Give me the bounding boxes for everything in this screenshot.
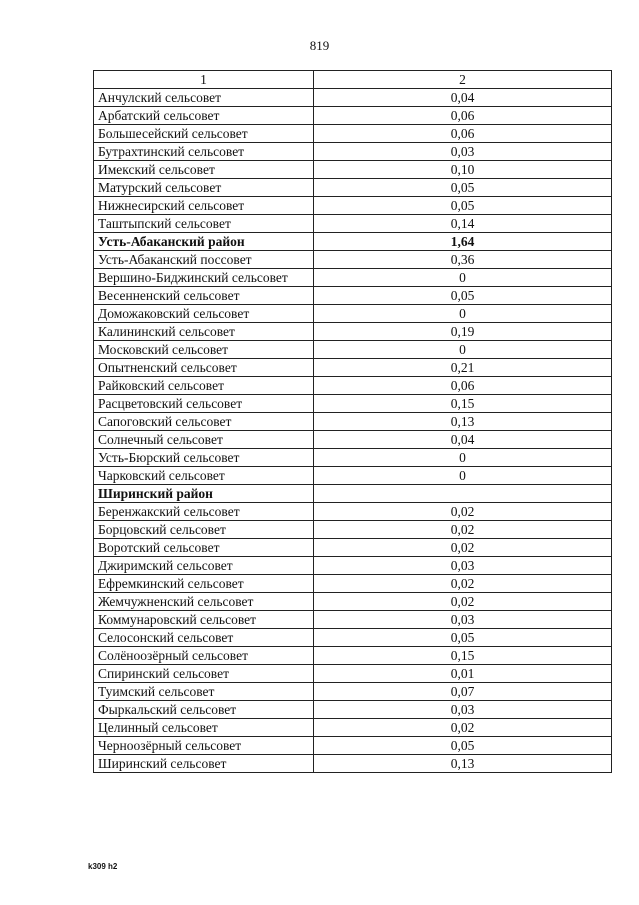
table-row (94, 341, 612, 359)
settlement-name-cell: Калининский сельсовет (94, 323, 314, 341)
settlement-name-cell: Нижнесирский сельсовет (94, 197, 314, 215)
settlement-name-cell: Фыркальский сельсовет (94, 701, 314, 719)
value-cell: 0,19 (314, 323, 612, 341)
table-row (94, 359, 612, 377)
value-cell: 0,06 (314, 125, 612, 143)
settlement-name-cell: Ефремкинский сельсовет (94, 575, 314, 593)
value-cell: 0,04 (314, 431, 612, 449)
table-row (94, 701, 612, 719)
settlement-name-cell: Воротский сельсовет (94, 539, 314, 557)
settlement-name-cell: Чарковский сельсовет (94, 467, 314, 485)
table-row (94, 161, 612, 179)
settlement-name-cell: Матурский сельсовет (94, 179, 314, 197)
settlement-name-cell: Анчулский сельсовет (94, 89, 314, 107)
table-row (94, 269, 612, 287)
settlement-name-cell: Сапоговский сельсовет (94, 413, 314, 431)
settlement-name-cell: Беренжакский сельсовет (94, 503, 314, 521)
district-row (94, 233, 612, 251)
settlement-name-cell: Ширинский сельсовет (94, 755, 314, 773)
value-cell: 0,05 (314, 629, 612, 647)
table-row (94, 575, 612, 593)
table-row (94, 251, 612, 269)
value-cell: 0,06 (314, 107, 612, 125)
table-row (94, 665, 612, 683)
value-cell: 0,10 (314, 161, 612, 179)
value-cell: 0,02 (314, 539, 612, 557)
value-cell: 0,05 (314, 737, 612, 755)
value-cell: 0,03 (314, 701, 612, 719)
table-row (94, 377, 612, 395)
settlement-name-cell: Таштыпский сельсовет (94, 215, 314, 233)
value-cell: 0,03 (314, 143, 612, 161)
table-row (94, 413, 612, 431)
settlement-name-cell: Райковский сельсовет (94, 377, 314, 395)
table-body (94, 89, 612, 773)
table-row (94, 323, 612, 341)
value-cell: 0,04 (314, 89, 612, 107)
table-row (94, 647, 612, 665)
footer-code: k309 h2 (88, 862, 118, 871)
settlement-name-cell: Расцветовский сельсовет (94, 395, 314, 413)
value-cell: 0,15 (314, 647, 612, 665)
table-row (94, 143, 612, 161)
table-row (94, 521, 612, 539)
value-cell: 0,07 (314, 683, 612, 701)
value-cell: 0,01 (314, 665, 612, 683)
settlement-name-cell: Вершино-Биджинский сельсовет (94, 269, 314, 287)
column-header-1: 1 (94, 71, 314, 89)
district-row (94, 485, 612, 503)
settlement-name-cell: Коммунаровский сельсовет (94, 611, 314, 629)
value-cell: 0,14 (314, 215, 612, 233)
table-row (94, 539, 612, 557)
value-cell (314, 485, 612, 503)
settlement-name-cell: Бутрахтинский сельсовет (94, 143, 314, 161)
table-row (94, 503, 612, 521)
settlement-name-cell: Жемчужненский сельсовет (94, 593, 314, 611)
table-row (94, 197, 612, 215)
value-cell: 0,02 (314, 593, 612, 611)
value-cell: 0,02 (314, 575, 612, 593)
table-row (94, 305, 612, 323)
settlement-name-cell: Солнечный сельсовет (94, 431, 314, 449)
settlement-name-cell: Усть-Абаканский поссовет (94, 251, 314, 269)
value-cell: 0,05 (314, 179, 612, 197)
settlement-name-cell: Ширинский район (94, 485, 314, 503)
table-row (94, 683, 612, 701)
value-cell: 0,02 (314, 503, 612, 521)
value-cell: 0,02 (314, 719, 612, 737)
table-row (94, 755, 612, 773)
table-row (94, 89, 612, 107)
value-cell: 0,05 (314, 197, 612, 215)
settlement-name-cell: Целинный сельсовет (94, 719, 314, 737)
value-cell: 0 (314, 467, 612, 485)
table-row (94, 107, 612, 125)
settlement-name-cell: Арбатский сельсовет (94, 107, 314, 125)
value-cell: 0,02 (314, 521, 612, 539)
value-cell: 0,03 (314, 557, 612, 575)
value-cell: 0,36 (314, 251, 612, 269)
settlement-name-cell: Имекский сельсовет (94, 161, 314, 179)
value-cell: 0,03 (314, 611, 612, 629)
value-cell: 0,13 (314, 755, 612, 773)
table-row (94, 629, 612, 647)
settlement-name-cell: Солёноозёрный сельсовет (94, 647, 314, 665)
table-row (94, 557, 612, 575)
settlement-name-cell: Усть-Абаканский район (94, 233, 314, 251)
value-cell: 0 (314, 449, 612, 467)
settlement-name-cell: Джиримский сельсовет (94, 557, 314, 575)
settlement-name-cell: Опытненский сельсовет (94, 359, 314, 377)
settlement-name-cell: Весенненский сельсовет (94, 287, 314, 305)
table-row (94, 449, 612, 467)
value-cell: 0,13 (314, 413, 612, 431)
table-row (94, 179, 612, 197)
settlement-name-cell: Черноозёрный сельсовет (94, 737, 314, 755)
table-row (94, 719, 612, 737)
settlement-name-cell: Московский сельсовет (94, 341, 314, 359)
page-number: 819 (309, 38, 330, 53)
value-cell: 0,06 (314, 377, 612, 395)
value-cell: 0 (314, 269, 612, 287)
value-cell: 0 (314, 305, 612, 323)
table-row (94, 611, 612, 629)
settlement-name-cell: Туимский сельсовет (94, 683, 314, 701)
settlement-name-cell: Борцовский сельсовет (94, 521, 314, 539)
settlement-name-cell: Усть-Бюрский сельсовет (94, 449, 314, 467)
table-row (94, 737, 612, 755)
value-cell: 0 (314, 341, 612, 359)
settlement-name-cell: Доможаковский сельсовет (94, 305, 314, 323)
table-row (94, 287, 612, 305)
table-row (94, 593, 612, 611)
data-table (93, 70, 612, 773)
settlement-name-cell: Большесейский сельсовет (94, 125, 314, 143)
settlement-name-cell: Спиринский сельсовет (94, 665, 314, 683)
table-header-row (94, 71, 612, 89)
value-cell: 0,21 (314, 359, 612, 377)
value-cell: 0,05 (314, 287, 612, 305)
value-cell: 0,15 (314, 395, 612, 413)
table-row (94, 215, 612, 233)
table-row (94, 431, 612, 449)
table-row (94, 125, 612, 143)
table-row (94, 395, 612, 413)
table-row (94, 467, 612, 485)
settlement-name-cell: Селосонский сельсовет (94, 629, 314, 647)
value-cell: 1,64 (314, 233, 612, 251)
column-header-2: 2 (314, 71, 612, 89)
